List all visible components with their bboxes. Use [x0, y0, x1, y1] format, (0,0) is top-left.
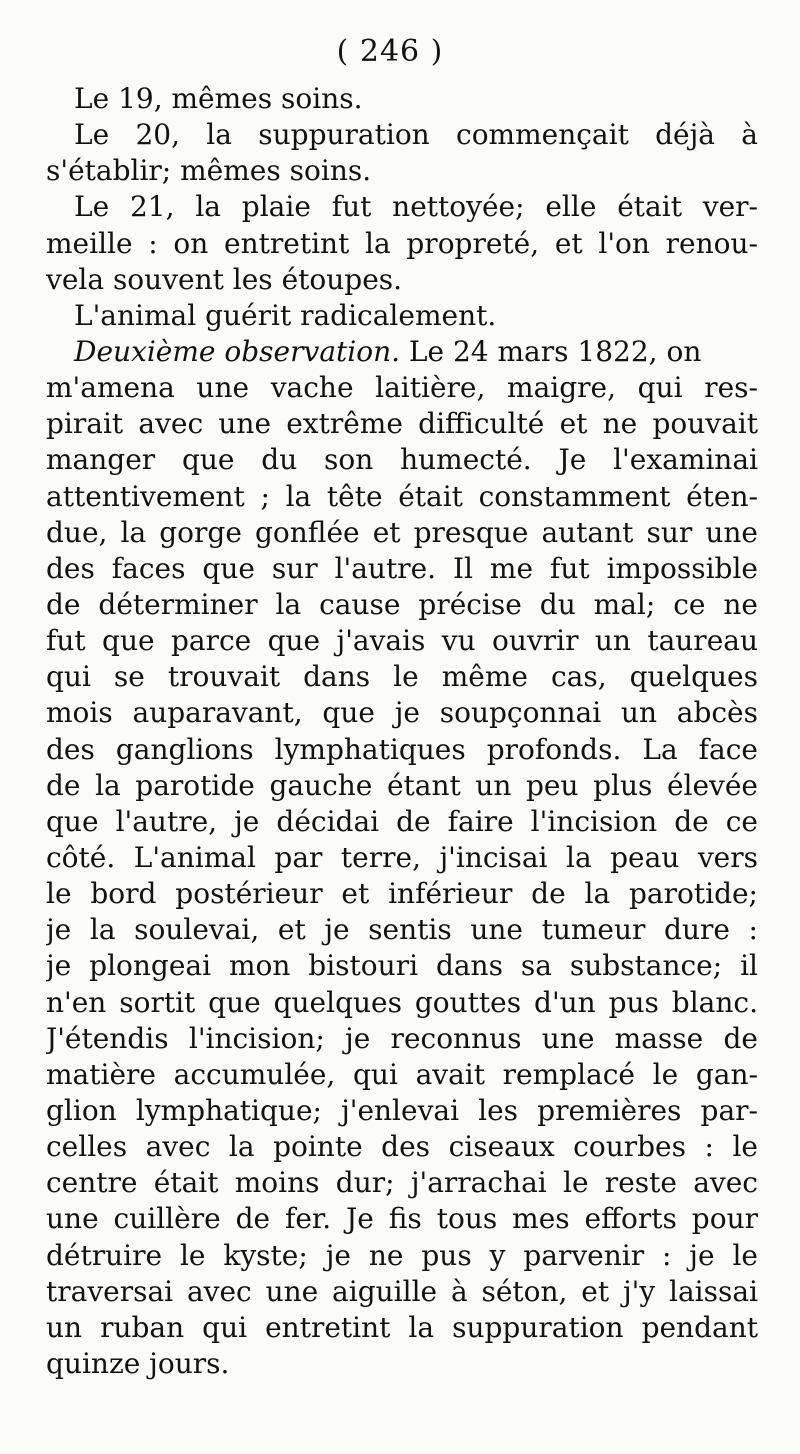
text-line: côté. L'animal par terre, j'incisai la peau vers — [46, 840, 758, 874]
text-line: une cuillère de fer. Je fis tous mes efforts pour — [46, 1202, 758, 1236]
text-line: de déterminer la cause précise du mal; ce ne — [46, 587, 758, 621]
text-line: mois auparavant, que je soupçonnai un abcès — [46, 696, 758, 730]
text-line: Le 21, la plaie fut nettoyée; elle était ver- — [74, 190, 758, 224]
text-line: L'animal guérit radicalement. — [74, 298, 497, 332]
text-line: fut que parce que j'avais vu ouvrir un taureau — [46, 624, 758, 658]
text-line: de la parotide gauche étant un peu plus élevée — [46, 768, 758, 802]
text-line: manger que du son humecté. Je l'examinai — [46, 443, 758, 477]
text-line: Le 20, la suppuration commençait déjà à — [74, 118, 758, 152]
text-line-mixed — [46, 334, 758, 370]
text-line: vela souvent les étoupes. — [46, 262, 403, 296]
text-line: des faces que sur l'autre. Il me fut impossible — [46, 551, 758, 585]
text-line: un ruban qui entretint la suppuration pendant — [46, 1310, 758, 1344]
text-line: due, la gorge gonflée et presque autant sur une — [46, 515, 758, 549]
text-line: des ganglions lymphatiques profonds. La face — [46, 732, 758, 766]
text-line: matière accumulée, qui avait remplacé le gan- — [46, 1057, 758, 1091]
text-line: le bord postérieur et inférieur de la parotide; — [46, 877, 758, 911]
text-line: détruire le kyste; je ne pus y parvenir : je le — [46, 1238, 758, 1272]
text-line: je plongeai mon bistouri dans sa substance; il — [46, 949, 758, 983]
text-line: je la soulevai, et je sentis une tumeur dure : — [46, 913, 758, 947]
text-line: Le 19, mêmes soins. — [74, 82, 363, 115]
text-line: attentivement ; la tête était constamment éten- — [46, 479, 758, 513]
text-line: traversai avec une aiguille à séton, et j'y laissai — [46, 1274, 758, 1308]
text-line: centre était moins dur; j'arrachai le reste avec — [46, 1166, 758, 1200]
text-line: s'établir; mêmes soins. — [46, 154, 372, 188]
page-number: ( 246 ) — [336, 34, 444, 69]
text-line: quinze jours. — [46, 1346, 230, 1380]
text-line: que l'autre, je décidai de faire l'incision de ce — [46, 804, 758, 838]
text-line: m'amena une vache laitière, maigre, qui res- — [46, 371, 758, 405]
text-line: pirait avec une extrême difficulté et ne pouvait — [46, 407, 758, 441]
text-line: celles avec la pointe des ciseaux courbes : le — [46, 1130, 758, 1164]
text-line: n'en sortit que quelques gouttes d'un pus blanc. — [46, 985, 758, 1019]
text-line: J'étendis l'incision; je reconnus une masse de — [46, 1021, 758, 1055]
text-line: glion lymphatique; j'enlevai les premières par- — [46, 1093, 758, 1127]
body-text — [46, 81, 758, 1382]
text-line: qui se trouvait dans le même cas, quelques — [46, 660, 758, 694]
observation-heading: Deuxième observation. — [74, 334, 401, 368]
text-run: Le 24 mars 1822, on — [400, 334, 702, 368]
text-line: meille : on entretint la propreté, et l'on renou- — [46, 226, 758, 260]
